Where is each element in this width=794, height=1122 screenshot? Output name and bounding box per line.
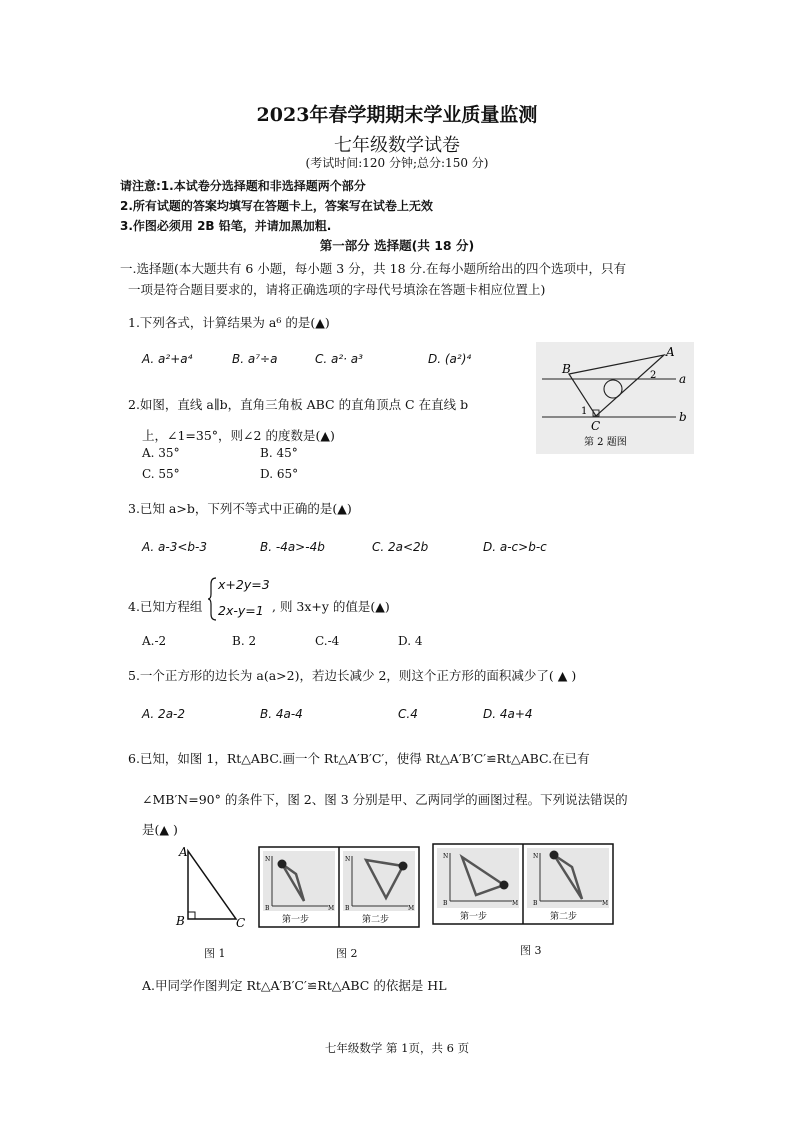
figure-1-caption: 图 1 <box>204 947 226 960</box>
q1-option-a: A. a²+a⁴ <box>142 352 193 366</box>
q3-option-b: B. -4a>-4b <box>260 540 325 554</box>
page-footer: 七年级数学 第 1页，共 6 页 <box>324 1041 470 1055</box>
q4-equation-2: 2x-y=1 <box>218 603 264 618</box>
fig2-step-1-drawing <box>263 851 335 912</box>
label-A: A <box>666 345 675 359</box>
q4-option-d: D. 4 <box>398 634 423 648</box>
q2-stem-line-2: 上，∠1=35°，则∠2 的度数是(▲) <box>142 428 335 443</box>
q3-option-d: D. a-c>b-c <box>483 540 547 554</box>
q6-figure-3 <box>432 843 614 925</box>
svg-text:N: N <box>265 856 271 863</box>
label-a: a <box>679 372 687 386</box>
right-angle-mark <box>188 912 195 919</box>
q5-option-c: C.4 <box>398 707 418 721</box>
q2-stem-line-1: 2.如图，直线 a∥b，直角三角板 ABC 的直角顶点 C 在直线 b <box>128 397 469 412</box>
label-A: A <box>179 845 188 859</box>
exam-info: (考试时间:120 分钟;总分:150 分) <box>305 156 489 170</box>
q5-stem: 5.一个正方形的边长为 a(a>2)，若边长减少 2，则这个正方形的面积减少了( ▲ ) <box>128 668 577 683</box>
q5-option-d: D. 4a+4 <box>483 707 533 721</box>
section-intro-line-2: 一项是符合题目要求的，请将正确选项的字母代号填涂在答题卡相应位置上) <box>128 282 546 297</box>
q1-stem: 1.下列各式，计算结果为 a⁶ 的是(▲) <box>128 315 330 330</box>
q2-option-a: A. 35° <box>142 446 180 460</box>
part-title: 第一部分 选择题(共 18 分) <box>319 238 475 253</box>
q4-equation-1: x+2y=3 <box>218 577 270 592</box>
figure-2-caption: 图 2 <box>336 947 358 960</box>
triangle-abc <box>188 851 236 919</box>
fig2-step-2-label: 第二步 <box>362 915 390 925</box>
fig3-step-2-drawing <box>527 848 609 908</box>
q6-stem-line-2: ∠MB′N=90° 的条件下，图 2、图 3 分别是甲、乙两同学的画图过程。下列说法错误的 <box>142 792 628 807</box>
svg-text:N: N <box>345 856 351 863</box>
q2-option-d: D. 65° <box>260 467 299 481</box>
q4-system-brace <box>208 576 218 622</box>
q6-stem-line-1: 6.已知，如图 1，Rt△ABC.画一个 Rt△A′B′C′，使得 Rt△A′B′C′≌Rt△ABC.在已有 <box>128 751 590 766</box>
label-C: C <box>591 419 601 433</box>
q3-stem: 3.已知 a>b，下列不等式中正确的是(▲) <box>128 501 352 516</box>
figure-2-caption: 第 2 题图 <box>584 437 627 448</box>
q4-option-a: A.-2 <box>142 634 167 648</box>
svg-text:M: M <box>602 900 609 907</box>
exam-title: 2023年春学期期末学业质量监测 <box>256 104 538 126</box>
svg-text:B: B <box>533 900 538 907</box>
q6-stem-line-3: 是(▲ ) <box>142 822 178 837</box>
q6-figure-2 <box>258 846 420 928</box>
exam-subtitle: 七年级数学试卷 <box>334 135 460 156</box>
svg-text:B: B <box>443 900 448 907</box>
q2-figure <box>536 342 694 454</box>
svg-text:N: N <box>533 853 539 860</box>
q2-option-b: B. 45° <box>260 446 298 460</box>
svg-text:M: M <box>328 905 335 912</box>
label-B: B <box>176 914 185 928</box>
fig2-step-1-label: 第一步 <box>282 915 310 925</box>
svg-text:B: B <box>265 905 270 912</box>
q1-option-c: C. a²· a³ <box>315 352 363 366</box>
svg-text:M: M <box>408 905 415 912</box>
q2-option-c: C. 55° <box>142 467 180 481</box>
angle-1-label: 1 <box>581 406 588 417</box>
svg-text:N: N <box>443 853 449 860</box>
notice-line-1: 请注意:1.本试卷分选择题和非选择题两个部分 <box>120 179 366 193</box>
q6-option-a: A.甲同学作图判定 Rt△A′B′C′≌Rt△ABC 的依据是 HL <box>142 978 447 993</box>
fig3-step-1-drawing <box>437 848 519 908</box>
q1-option-b: B. a⁷÷a <box>232 352 278 366</box>
q4-suffix: , 则 3x+y 的值是(▲) <box>272 599 390 614</box>
angle-2-label: 2 <box>650 370 657 381</box>
label-C: C <box>236 916 246 929</box>
section-intro-line-1: 一.选择题(本大题共有 6 小题，每小题 3 分，共 18 分.在每小题所给出的四个选项中，只有 <box>120 261 626 276</box>
notice-line-3: 3.作图必须用 2B 铅笔，并请加黑加粗. <box>120 219 332 233</box>
fig3-step-1-label: 第一步 <box>460 912 488 922</box>
figure-3-caption: 图 3 <box>520 944 542 957</box>
q5-option-b: B. 4a-4 <box>260 707 303 721</box>
q5-option-a: A. 2a-2 <box>142 707 186 721</box>
label-b: b <box>679 410 687 424</box>
svg-text:B: B <box>345 905 350 912</box>
q6-figure-1 <box>174 843 248 929</box>
q4-prefix: 4.已知方程组 <box>128 599 203 614</box>
q1-option-d: D. (a²)⁴ <box>428 352 472 366</box>
q4-option-b: B. 2 <box>232 634 257 648</box>
label-B: B <box>562 362 571 376</box>
svg-text:M: M <box>512 900 519 907</box>
q4-option-c: C.-4 <box>315 634 340 648</box>
fig3-step-2-label: 第二步 <box>550 912 578 922</box>
fig2-step-2-drawing <box>343 851 415 912</box>
q3-option-a: A. a-3<b-3 <box>142 540 208 554</box>
notice-line-2: 2.所有试题的答案均填写在答题卡上，答案写在试卷上无效 <box>120 199 433 213</box>
q3-option-c: C. 2a<2b <box>372 540 429 554</box>
